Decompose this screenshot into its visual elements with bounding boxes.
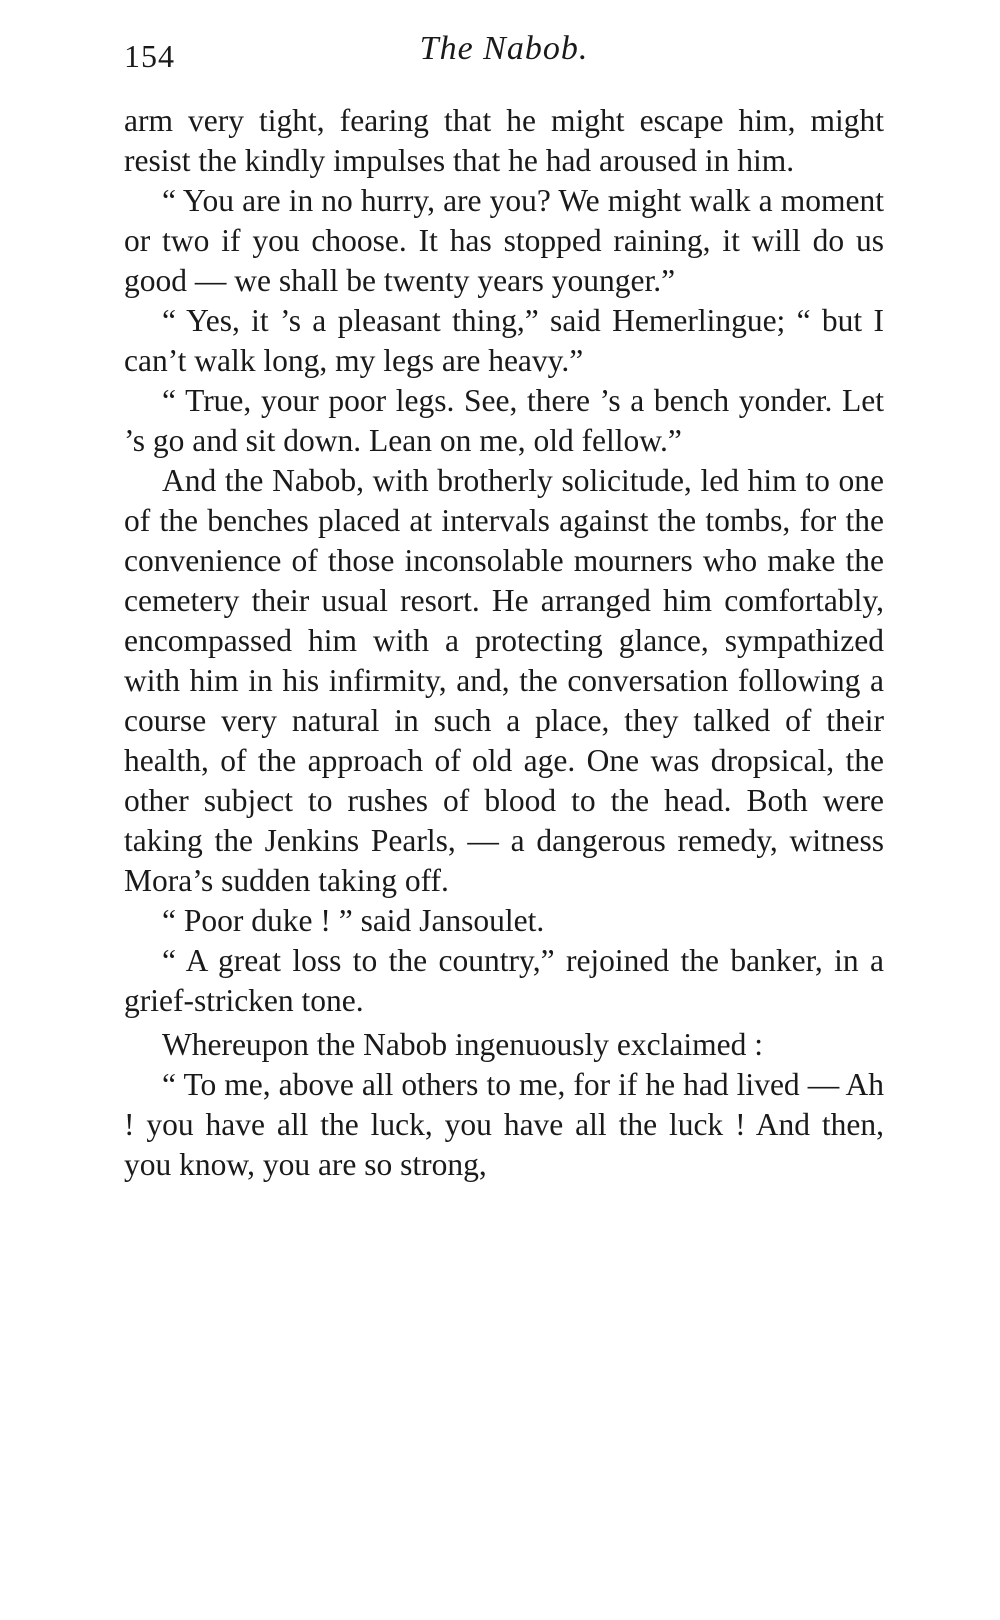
running-title: The Nabob. [419, 30, 589, 67]
paragraph-7: “ A great loss to the country,” rejoined the banker, in a grief-stricken tone. [124, 943, 884, 1018]
body-text [124, 101, 884, 1185]
paragraph-1: arm very tight, fearing that he might escape him, might resist the kindly impulses that he had aroused in him. [124, 103, 884, 178]
paragraph-4: “ True, your poor legs. See, there ’s a bench yonder. Let ’s go and sit down. Lean on me, old fellow.” [124, 383, 884, 458]
paragraph-8: Whereupon the Nabob ingenuously exclaimed : [162, 1027, 763, 1062]
paragraph-2: “ You are in no hurry, are you? We might walk a moment or two if you choose. It has stopped raining, it will do us good — we shall be twenty years younger.” [124, 183, 884, 298]
paragraph-5: And the Nabob, with brotherly solicitude, led him to one of the benches placed at intervals against the tombs, for the convenience of those inconsolable mourners who make the cemetery their usual resort. He arranged him comfortably, encompassed him with a protecting glance, sympathized with him in his infirmity, and, the conversation following a course very natural in such a place, they talked of their health, of the approach of old age. One was dropsical, the other subject to rushes of blood to the head. Both were taking the Jenkins Pearls, — a dangerous remedy, witness Mora’s sudden taking off. [124, 463, 884, 898]
paragraph-3: “ Yes, it ’s a pleasant thing,” said Hemerlingue; “ but I can’t walk long, my legs are heavy.” [124, 303, 884, 378]
paragraph-6: “ Poor duke ! ” said Jansoulet. [162, 903, 545, 938]
running-head [124, 30, 884, 80]
page-number: 154 [124, 38, 175, 74]
paragraph-9: “ To me, above all others to me, for if he had lived — Ah ! you have all the luck, you have all the luck ! And then, you know, you are so strong, [124, 1067, 884, 1182]
